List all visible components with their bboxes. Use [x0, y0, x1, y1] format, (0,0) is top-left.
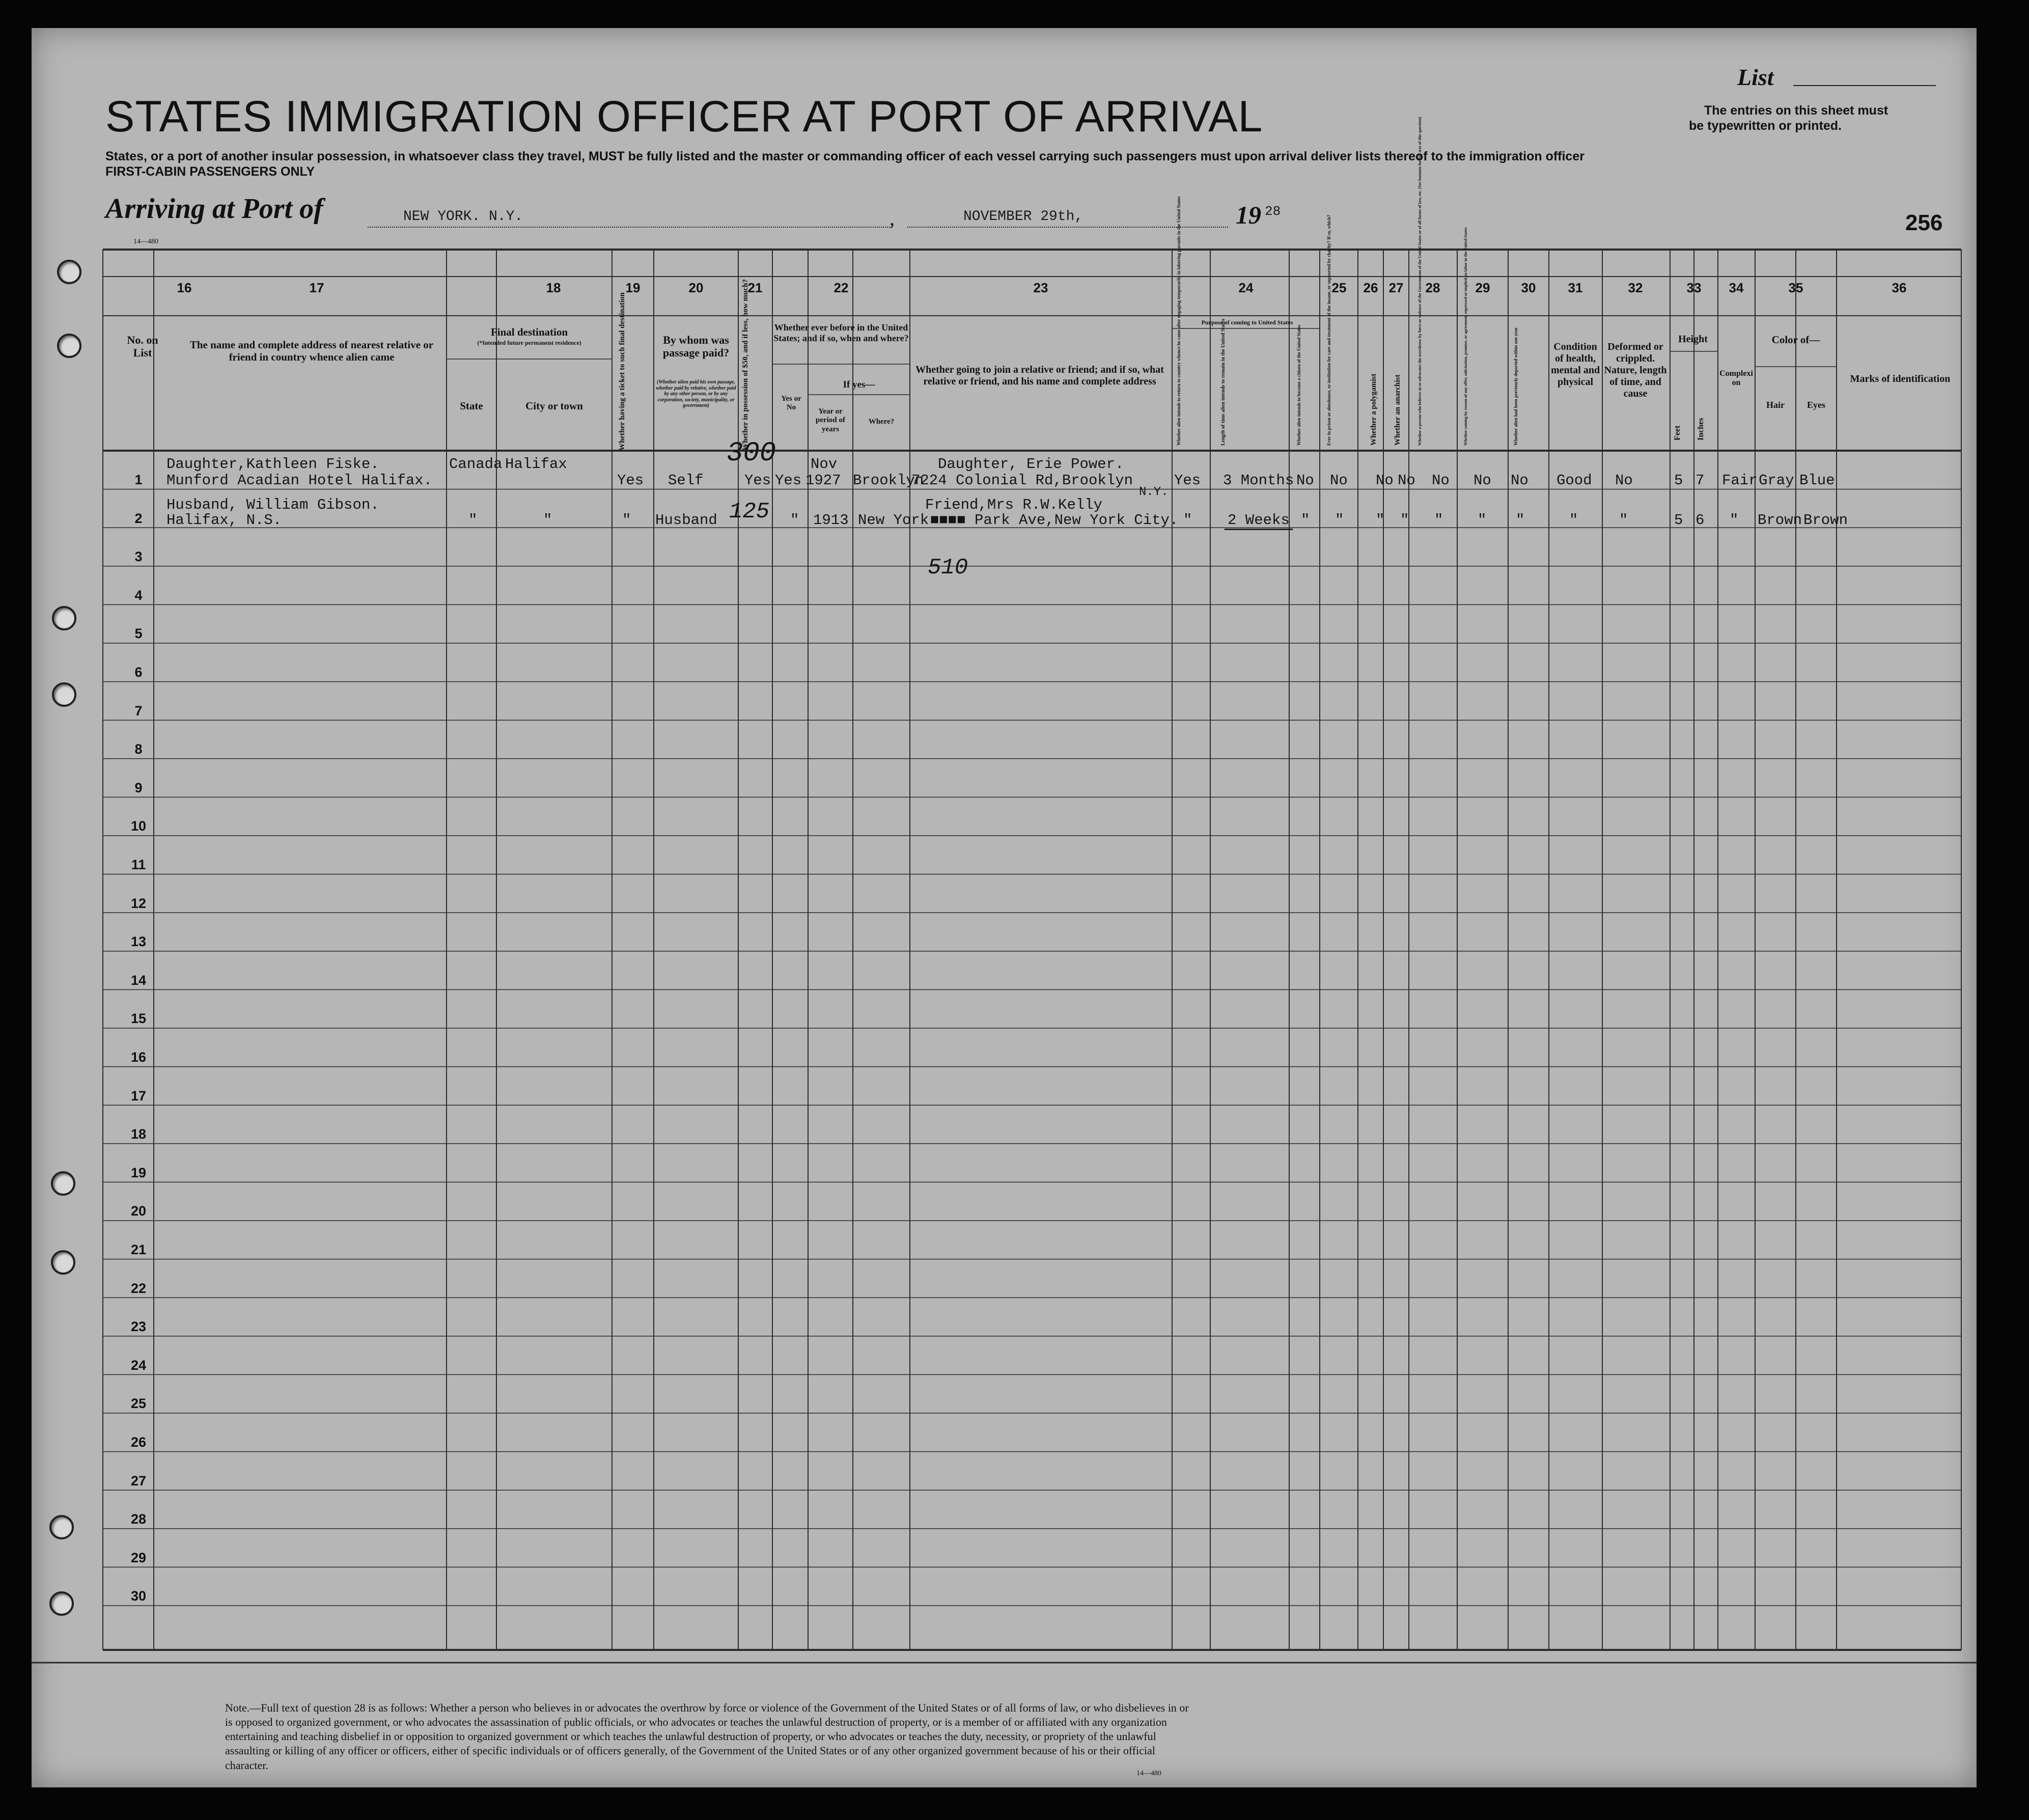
row-number: 8	[134, 741, 143, 757]
row-number: 26	[130, 1435, 147, 1450]
header-no-on-list: No. on List	[127, 334, 158, 360]
row-number: 12	[130, 895, 147, 911]
column-number: 34	[1729, 280, 1744, 295]
row2-anarchist: "	[1400, 512, 1409, 529]
header-stay-length: Length of time alien intends to remain in the United States	[1220, 318, 1226, 446]
row2-stay-length: 2 Weeks	[1225, 512, 1293, 530]
row1-state: Canada	[449, 456, 503, 473]
row1-complexion: Fair	[1722, 472, 1758, 489]
row1-where: Brooklyn	[853, 472, 924, 489]
row2-join-line2: ■■■■ Park Ave,New York City.	[930, 512, 1179, 529]
row1-join-line1: Daughter, Erie Power.	[938, 456, 1124, 473]
row1-citizen: No	[1296, 472, 1314, 489]
binder-hole	[51, 1171, 75, 1196]
row-number: 1	[134, 472, 143, 487]
row2-join-line1: Friend,Mrs R.W.Kelly	[925, 497, 1103, 513]
header-yes-no: Yes or No	[781, 395, 801, 412]
manifest-sheet: List The entries on this sheet must be typewritten or printed. STATES IMMIGRATION OFFICER AT PORT OF ARRIVAL States, or a port of another insular possession, in whatsoever class they travel, MUST be fully listed and the master or commanding officer of each vessel carrying such passengers must upon arrival deliver lists thereof to the immigration officer FIRST-CABIN PASSENGERS ONLY Arriving at Port of NEW YORK. N.Y. , NOVEMBER 29th, 19 28 256 14—480 16 17 18 19 20 21 22 23 24 25 26 27 28 29 30 31 32 33 34 35 36 No. on List The name and complete address of nearest relative or friend in country whence alien came Final destination (*Intended future permanent residence) State City or town Whether having a ticket to such final destination By whom was passage paid? (Whether alien paid his own passage, whether paid by relative, whether paid by any other person, or by any corporation, society, municipality, or government) Whether in possession of $50, and if less, how much? Whether ever before in the United States; and if so, when and where? Yes or No If yes— Year or period of years Where? Whether going to join a relative or friend; and if so, what relative or friend, and his name and complete address Purpose of coming to United States Whether alien intends to return to country whence he came after engaging temporarily in laboring pursuits in the United States Length of time alien intends to remain in the United States Whether alien intends to become a citizen of the United States Ever in prison or almshouse, or institution for care and treatment of the insane, or supported by charity? If so, which? Whether a polygamist Whether an anarchist Whether a person who believes in or advocates the overthrow by force or violence of the Government of the United States or of all forms of law, etc. (See footnote for full text of this question) Whether coming by reason of any offer, solicitation, promise, or agreement, expressed or implied, to labor in the United States Whether alien had been previously deported within one year Condition of health, mental and physical Deformed or crippled. Nature, length of time, and cause Height Feet Inches Complexion Color of— Hair Eyes Marks of identification 1 2 3 4 5 6 7 8 9 10 11 12 13 14 15 16 17 18 19 20 21 22 23 24 25 26 27 28 29 30 Daughter,Kathleen Fiske. Munford Acadian Hotel Halifax. Canada Halifax Yes Self 300 Yes Yes Nov 1927 Brooklyn Daughter, Erie Power. 7224 Colonial Rd,Brooklyn N.Y. Yes 3 Months No No No No No No No Good No 5 7 Fair Gray Blue Husband, William Gibson. Halifax, N.S. " " " Husband 125 " 1913 New York Friend,Mrs R.W.Kelly ■■■■ Park Ave,New York City. 510 " 2 Weeks " " " " " " " " " 5 6 " Brown Brown Note.—Full text of question 28 is as follows: Whether a person who believes in or advocates the overthrow by force or violence of the Government of the United States or of all forms of law, or who disbelieves in or is opposed to organized government, or who advocates the assassination of public officials, or who advocates or teaches the unlawful destruction of property, or is a member of or affiliated with any organization entertaining and teaching disbelief in or opposition to organized government or which teaches the unlawful destruction of property, or who advocates or teaches the duty, necessity, or propriety of the unlawful assaulting or killing of any officer or officers, either of specific individuals or of officers generally, of the Government of the United States or of any other organized government because of his or their official character. 14—480	[32, 28, 1977, 1787]
row1-join-line2: 7224 Colonial Rd,Brooklyn	[911, 472, 1133, 489]
column-number: 30	[1521, 280, 1536, 295]
row-number: 5	[134, 626, 143, 642]
column-number: 17	[309, 280, 324, 295]
header-polygamist: Whether a polygamist	[1370, 373, 1378, 446]
row1-feet: 5	[1674, 472, 1683, 489]
column-number: 20	[688, 280, 704, 295]
row-number: 9	[134, 780, 143, 795]
header-relative: The name and complete address of nearest relative or friend in country whence alien came	[189, 339, 434, 364]
row-number: 14	[130, 972, 147, 988]
row-number: 17	[130, 1088, 147, 1104]
row-number: 7	[134, 703, 143, 719]
row-number: 16	[130, 1050, 147, 1065]
header-color: Color of—	[1771, 334, 1820, 346]
row-number: 20	[130, 1203, 147, 1219]
row1-year-line2: 1927	[805, 472, 841, 489]
row1-money-note: 300	[727, 438, 776, 469]
column-number: 19	[625, 280, 641, 295]
header-purpose: Purpose of coming to United States	[1201, 319, 1293, 326]
row2-paid-by: Husband	[655, 512, 717, 529]
row2-feet: 5	[1674, 512, 1683, 529]
header-hair: Hair	[1766, 400, 1785, 410]
column-number: 31	[1568, 280, 1583, 295]
row2-eyes: Brown	[1803, 512, 1848, 529]
binder-hole	[51, 1250, 75, 1275]
header-prison: Ever in prison or almshouse, or institution for care and treatment of the insane, or supported by charity? If so, which?	[1326, 214, 1331, 446]
row1-inches: 7	[1696, 472, 1705, 489]
header-marks: Marks of identification	[1850, 373, 1951, 384]
header-passage-note: (Whether alien paid his own passage, whether paid by relative, whether paid by any other person, or by any corporation, society, municipality, or government)	[656, 379, 736, 408]
arriving-label: Arriving at Port of	[105, 193, 323, 225]
binder-hole	[57, 334, 81, 358]
row1-eyes: Blue	[1799, 472, 1835, 489]
row1-deported: No	[1511, 472, 1528, 489]
column-number: 22	[833, 280, 849, 295]
header-before-us: Whether ever before in the United States; and if so, when and where?	[773, 322, 909, 343]
row-number: 19	[130, 1165, 147, 1180]
row-number: 27	[130, 1473, 147, 1488]
row1-hair: Gray	[1759, 472, 1794, 489]
page-subtitle: States, or a port of another insular possession, in whatsoever class they travel, MUST be fully listed and the master or commanding officer of each vessel carrying such passengers must upon arrival deliver lists thereof to the immigration officer	[105, 149, 1585, 163]
row-number: 24	[130, 1357, 147, 1373]
list-label: List	[1737, 64, 1774, 90]
header-state: State	[460, 400, 483, 412]
header-ticket: Whether having a ticket to such final destination	[618, 292, 626, 451]
header-money: Whether in possession of $50, and if less, how much?	[741, 279, 749, 451]
column-number: 28	[1425, 280, 1440, 295]
header-citizen: Whether alien intends to become a citizen of the United States	[1296, 324, 1301, 446]
header-final-destination-note: (*Intended future permanent residence)	[477, 339, 581, 346]
column-number: 21	[747, 280, 763, 295]
header-labor-offer: Whether coming by reason of any offer, solicitation, promise, or agreement, expressed or implied, to labor in the United States	[1463, 227, 1468, 446]
year-prefix: 19	[1236, 201, 1261, 229]
row-number: 30	[130, 1588, 147, 1604]
row2-city: "	[543, 512, 552, 529]
row1-join-line3: N.Y.	[1139, 485, 1169, 499]
header-where: Where?	[868, 418, 895, 426]
row-number: 2	[134, 510, 143, 526]
header-anarchist: Whether an anarchist	[1394, 374, 1402, 446]
row1-anarchist: No	[1398, 472, 1415, 489]
header-complexion: Complexion	[1719, 369, 1753, 388]
row-number: 18	[130, 1126, 147, 1142]
row1-return-intent: Yes	[1174, 472, 1201, 489]
header-height: Height	[1678, 334, 1708, 345]
row1-relative-line1: Daughter,Kathleen Fiske.	[166, 456, 379, 473]
year-suffix: 28	[1265, 204, 1281, 219]
row2-deported: "	[1516, 512, 1525, 529]
header-inches: Inches	[1697, 418, 1705, 440]
footnote-question-28: Note.—Full text of question 28 is as follows: Whether a person who believes in or advocates the overthrow by force or violence of the Government of the United States or of all forms of law, or who disbelieves in or is opposed to organized government, or who advocates the assassination of public officials, or who advocates or teaches the unlawful destruction of property, or is a member of or affiliated with any organization entertaining and teaching disbelief in or opposition to organized government or which teaches the unlawful destruction of property, or who advocates or teaches the duty, necessity, or propriety of the unlawful assaulting or killing of any officer or officers, either of specific individuals or of officers generally, of the Government of the United States or of any other organized government because of his or their official character.	[225, 1701, 1189, 1772]
page-number: 256	[1905, 210, 1943, 235]
row2-year-line2: 1913	[813, 512, 849, 529]
row2-join-note: 510	[928, 555, 968, 581]
row2-polygamist: "	[1376, 512, 1385, 529]
row1-overthrow: No	[1432, 472, 1450, 489]
row2-deformed: "	[1619, 512, 1628, 529]
row1-prison: No	[1330, 472, 1348, 489]
header-year: Year or period of years	[816, 407, 845, 433]
column-number: 24	[1238, 280, 1254, 295]
row2-health: "	[1569, 512, 1578, 529]
row1-polygamist: No	[1376, 472, 1394, 489]
row2-citizen: "	[1301, 512, 1310, 529]
row2-money-note: 125	[729, 499, 770, 525]
column-number: 25	[1331, 280, 1347, 295]
binder-hole	[57, 260, 81, 284]
row1-money: Yes	[744, 472, 771, 489]
header-eyes: Eyes	[1807, 400, 1825, 410]
header-health: Condition of health, mental and physical	[1550, 341, 1600, 388]
row-number: 28	[130, 1511, 147, 1527]
header-deformed: Deformed or crippled. Nature, length of time, and cause	[1604, 341, 1667, 399]
header-return-intent: Whether alien intends to return to country whence he came after engaging temporarily in laboring pursuits in the United States	[1176, 196, 1181, 446]
passenger-class: FIRST-CABIN PASSENGERS ONLY	[105, 164, 315, 179]
row1-year-line1: Nov	[811, 456, 838, 473]
header-city: City or town	[525, 400, 583, 412]
row-number: 6	[134, 665, 143, 680]
row1-deformed: No	[1615, 472, 1633, 489]
page-title: STATES IMMIGRATION OFFICER AT PORT OF ARRIVAL	[105, 92, 1263, 141]
row-number: 3	[134, 549, 143, 565]
row-number: 21	[130, 1242, 147, 1257]
row2-relative-line2: Halifax, N.S.	[166, 512, 282, 529]
footnote-form-code: 14—480	[1136, 1770, 1161, 1777]
row2-before: "	[790, 512, 799, 529]
row2-ticket: "	[622, 512, 631, 529]
binder-hole	[49, 1515, 74, 1539]
row2-return-intent: "	[1183, 512, 1192, 529]
column-number: 33	[1686, 280, 1702, 295]
column-number: 29	[1475, 280, 1490, 295]
row2-labor-offer: "	[1478, 512, 1487, 529]
row-number: 25	[130, 1396, 147, 1412]
row1-paid-by: Self	[668, 472, 704, 489]
column-number: 35	[1788, 280, 1803, 295]
row2-complexion: "	[1730, 512, 1739, 529]
binder-hole	[52, 682, 76, 707]
row1-stay-length: 3 Months	[1223, 472, 1294, 489]
typewritten-note-2: be typewritten or printed.	[1689, 119, 1842, 133]
row2-relative-line1: Husband, William Gibson.	[166, 497, 379, 513]
row1-relative-line2: Munford Acadian Hotel Halifax.	[166, 472, 433, 489]
row1-labor-offer: No	[1474, 472, 1491, 489]
header-feet: Feet	[1673, 425, 1682, 440]
column-number: 32	[1628, 280, 1643, 295]
header-overthrow: Whether a person who believes in or advocates the overthrow by force or violence of the Government of the United States or of all forms of law, etc. (See footnote for full text of this question)	[1417, 117, 1422, 446]
column-number: 26	[1363, 280, 1378, 295]
header-final-destination: Final destination	[490, 326, 568, 338]
row-number: 13	[130, 934, 147, 950]
column-number: 23	[1033, 280, 1048, 295]
row1-city: Halifax	[505, 456, 567, 473]
row-number: 15	[130, 1011, 147, 1027]
row-number: 22	[130, 1280, 147, 1296]
column-number: 27	[1388, 280, 1404, 295]
row2-inches: 6	[1696, 512, 1705, 529]
row-number: 29	[130, 1550, 147, 1565]
binder-hole	[52, 606, 76, 630]
column-number: 16	[177, 280, 192, 295]
port-value: NEW YORK. N.Y.	[403, 209, 523, 225]
header-passage-paid: By whom was passage paid?	[662, 334, 730, 360]
row1-health: Good	[1557, 472, 1592, 489]
header-join-relative: Whether going to join a relative or friend; and if so, what relative or friend, and his name and complete address	[915, 364, 1164, 387]
row2-where: New York	[858, 512, 929, 529]
row2-overthrow: "	[1434, 512, 1443, 529]
row1-ticket: Yes	[617, 472, 644, 489]
form-code: 14—480	[133, 238, 158, 245]
row2-state: "	[468, 512, 478, 529]
row-number: 23	[130, 1319, 147, 1335]
row-number: 10	[130, 818, 147, 834]
column-number: 36	[1892, 280, 1907, 295]
typewritten-note-1: The entries on this sheet must	[1704, 103, 1888, 118]
row1-before: Yes	[775, 472, 802, 489]
row2-hair: Brown	[1758, 512, 1802, 529]
column-number: 18	[546, 280, 561, 295]
row2-prison: "	[1335, 512, 1344, 529]
row-number: 11	[131, 857, 146, 872]
binder-hole	[49, 1591, 74, 1616]
row-number: 4	[134, 587, 143, 603]
date-value: NOVEMBER 29th,	[963, 209, 1083, 225]
header-if-yes: If yes—	[843, 379, 875, 390]
header-deported: Whether alien had been previously deported within one year	[1513, 327, 1518, 446]
